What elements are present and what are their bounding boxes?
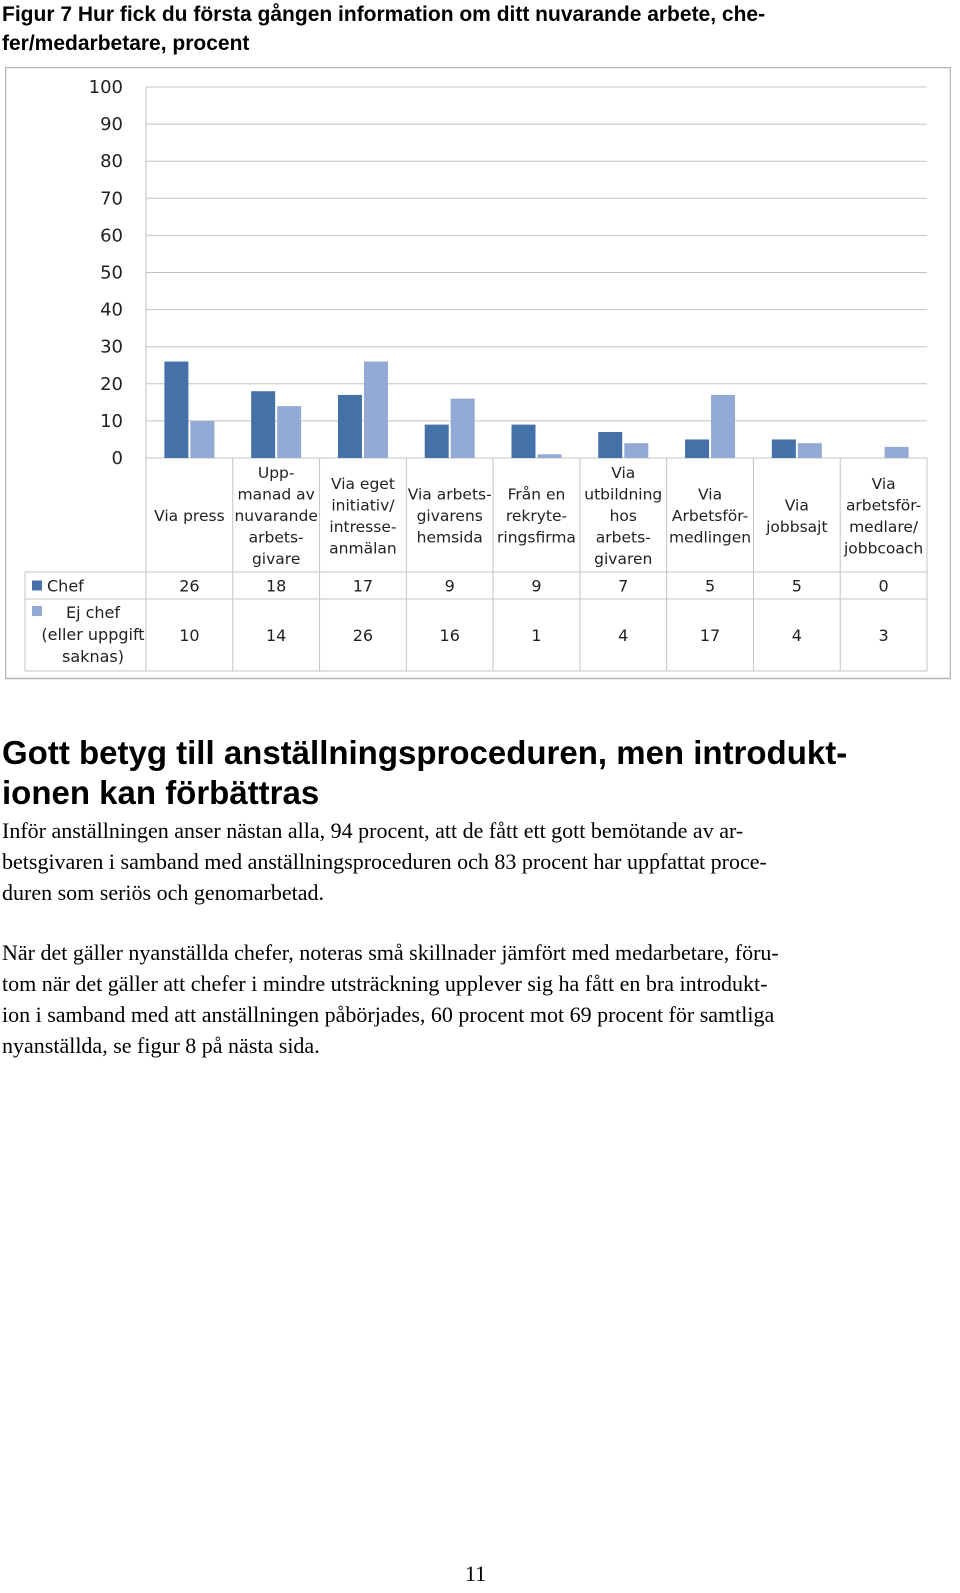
paragraph-1-line: duren som seriös och genomarbetad. — [2, 880, 324, 905]
category-label: Via eget — [330, 474, 395, 493]
table-cell-value: 5 — [704, 576, 716, 596]
figure-caption-line-1: Figur 7 Hur fick du första gången information om ditt nuvarande arbete, che- — [2, 3, 766, 26]
bar-ej-chef — [624, 443, 648, 458]
bar-ej-chef — [711, 395, 735, 458]
y-tick-label: 60 — [100, 225, 123, 247]
y-tick-label: 0 — [111, 448, 123, 469]
table-cell-value: 26 — [179, 576, 200, 596]
category-label: Via — [871, 474, 896, 493]
y-tick-label: 20 — [100, 373, 123, 395]
bar-chef — [425, 425, 449, 458]
category-label: ringsfirma — [497, 528, 576, 547]
category-label: Via — [698, 485, 723, 504]
bar-ej-chef — [364, 362, 388, 458]
table-cell-value: 26 — [352, 626, 374, 645]
category-label: medlare/ — [849, 517, 919, 536]
figure-caption — [2, 0, 902, 58]
bar-chef — [164, 362, 188, 458]
paragraph-1-line: betsgivaren i samband med anställningsproceduren och 83 procent har uppfattat proce- — [2, 849, 767, 874]
category-label: givarens — [416, 507, 483, 525]
table-cell-value: 17 — [699, 626, 721, 645]
page-number: 11 — [465, 1561, 487, 1586]
bar-ej-chef — [451, 399, 475, 458]
paragraph-2 — [2, 937, 947, 1061]
table-cell-value: 7 — [618, 576, 629, 596]
category-label: anmälan — [329, 539, 397, 558]
legend-label-ej-chef: saknas) — [62, 647, 124, 666]
legend-label-ej-chef: Ej chef — [65, 603, 121, 622]
paragraph-1-line: Inför anställningen anser nästan alla, 94 procent, att de fått ett gott bemötande av ar- — [2, 818, 744, 843]
category-label: givare — [251, 550, 301, 568]
table-cell-value: 18 — [265, 576, 287, 596]
bar-chef — [598, 432, 622, 458]
y-tick-label: 50 — [100, 262, 123, 284]
table-cell-value: 3 — [878, 626, 889, 645]
table-cell-value: 5 — [791, 576, 802, 596]
table-cell-value: 4 — [618, 626, 629, 645]
category-label: givaren — [594, 550, 653, 568]
table-cell-value: 14 — [265, 626, 287, 645]
legend-swatch-chef — [32, 581, 42, 591]
y-tick-label: 30 — [100, 336, 123, 358]
y-tick-label: 70 — [100, 188, 123, 210]
category-label: jobbcoach — [843, 539, 924, 558]
category-label: utbildning — [584, 485, 663, 504]
chart-border — [6, 68, 951, 679]
bar-ej-chef — [798, 443, 822, 458]
bar-chef — [512, 425, 536, 458]
category-label: arbets- — [595, 528, 651, 547]
section-heading — [2, 733, 942, 813]
paragraph-1 — [2, 815, 947, 908]
table-cell-value: 9 — [444, 576, 455, 596]
bar-chef — [685, 439, 709, 458]
bar-chef — [338, 395, 362, 458]
category-label: initiativ/ — [331, 496, 395, 515]
chart-canvas — [5, 67, 951, 687]
category-label: Från en — [507, 485, 566, 504]
category-label: hemsida — [416, 528, 483, 547]
bar-ej-chef — [277, 406, 301, 458]
category-label: Upp- — [257, 464, 295, 482]
category-label: jobbsajt — [766, 517, 828, 536]
table-cell-value: 17 — [352, 576, 374, 596]
category-label: hos — [609, 507, 637, 525]
category-label: Via — [784, 496, 809, 515]
bar-ej-chef — [885, 447, 909, 458]
legend-label-ej-chef: (eller uppgift — [41, 625, 145, 644]
category-label: Via arbets- — [407, 485, 492, 504]
category-label: Arbetsför- — [671, 507, 749, 525]
figure-caption-line-2: fer/medarbetare, procent — [2, 32, 250, 55]
table-cell-value: 1 — [531, 626, 542, 645]
bar-chef — [772, 439, 796, 458]
legend-swatch-ej-chef — [32, 606, 42, 616]
y-tick-label: 40 — [100, 299, 123, 321]
bar-chart — [5, 67, 951, 687]
category-label: arbets- — [248, 528, 304, 547]
category-label: Via press — [154, 507, 225, 525]
category-label: intresse- — [329, 517, 397, 536]
y-tick-label: 100 — [88, 77, 123, 98]
category-label: Via — [611, 464, 636, 482]
y-tick-label: 80 — [100, 151, 123, 173]
category-label: manad av — [237, 485, 315, 504]
category-label: rekryte- — [505, 507, 568, 525]
table-cell-value: 10 — [179, 626, 200, 645]
bar-chef — [251, 391, 275, 458]
table-cell-value: 16 — [439, 626, 460, 645]
section-heading-line-2: ionen kan förbättras — [2, 774, 320, 811]
legend-label-chef: Chef — [47, 576, 84, 596]
bar-ej-chef — [190, 421, 214, 458]
bar-ej-chef — [538, 454, 562, 458]
paragraph-2-line: När det gäller nyanställda chefer, noteras små skillnader jämfört med medarbetare, föru- — [2, 940, 779, 965]
y-tick-label: 10 — [100, 410, 123, 432]
category-label: nuvarande — [234, 507, 318, 525]
paragraph-2-line: ion i samband med att anställningen påbörjades, 60 procent mot 69 procent för samtliga — [2, 1002, 775, 1027]
section-heading-line-1: Gott betyg till anställningsproceduren, men introdukt- — [2, 734, 848, 771]
table-cell-value: 0 — [878, 576, 889, 596]
category-label: medlingen — [669, 528, 752, 547]
paragraph-2-line: nyanställda, se figur 8 på nästa sida. — [2, 1033, 320, 1058]
category-label: arbetsför- — [845, 496, 922, 515]
y-tick-label: 90 — [100, 114, 123, 136]
paragraph-2-line: tom när det gäller att chefer i mindre utsträckning upplever sig ha fått en bra introdukt- — [2, 971, 768, 996]
table-cell-value: 4 — [791, 626, 802, 645]
table-cell-value: 9 — [531, 576, 542, 596]
